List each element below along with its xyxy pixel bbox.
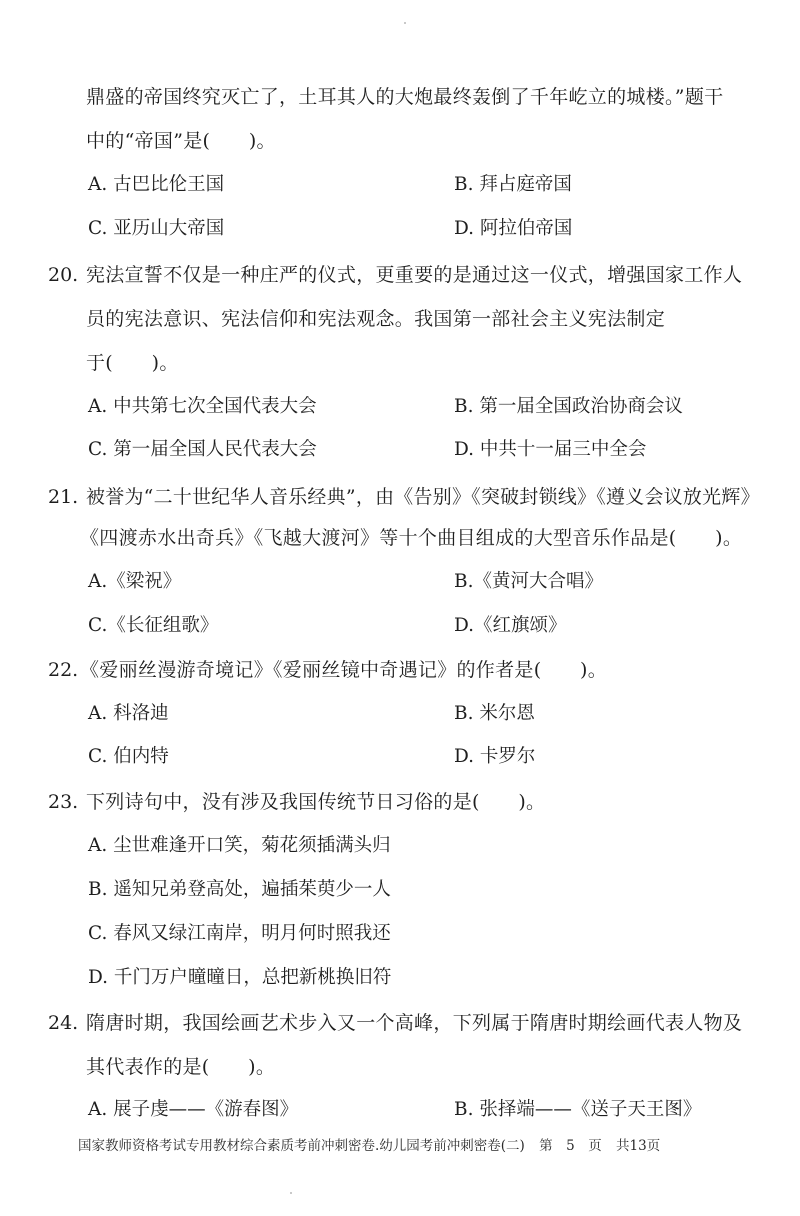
q23-option-d: D. 千门万户曈曈日，总把新桃换旧符 — [88, 967, 392, 988]
q21-number: 21. — [48, 486, 79, 508]
q20-line-1: 宪法宣誓不仅是一种庄严的仪式，更重要的是通过这一仪式，增强国家工作人 — [86, 264, 743, 286]
footer-title: 国家教师资格考试专用教材综合素质考前冲刺密卷.幼儿园考前冲刺密卷(二) — [78, 1138, 525, 1154]
page-footer — [78, 1136, 670, 1156]
q19-line-2: 中的“帝国”是( )。 — [86, 130, 276, 152]
q19-option-d: D. 阿拉伯帝国 — [454, 218, 573, 239]
q23-option-c: C. 春风又绿江南岸，明月何时照我还 — [88, 923, 391, 944]
q19-option-a: A. 古巴比伦王国 — [88, 174, 225, 195]
q21-option-b: B.《黄河大合唱》 — [454, 571, 603, 592]
q21-option-d: D.《红旗颂》 — [454, 615, 567, 636]
scan-speck — [290, 1192, 292, 1194]
q24-number: 24. — [48, 1012, 79, 1034]
q20-option-a: A. 中共第七次全国代表大会 — [88, 396, 317, 417]
q23-option-a: A. 尘世难逢开口笑，菊花须插满头归 — [88, 835, 391, 856]
q20-line-3: 于( )。 — [86, 352, 179, 374]
q24-line-1: 隋唐时期，我国绘画艺术步入又一个高峰，下列属于隋唐时期绘画代表人物及 — [86, 1012, 743, 1034]
q23-option-b: B. 遥知兄弟登高处，遍插茱萸少一人 — [88, 879, 391, 900]
q22-number: 22. — [48, 659, 79, 681]
q21-line-2: 《四渡赤水出奇兵》《飞越大渡河》等十个曲目组成的大型音乐作品是( )。 — [80, 527, 743, 549]
q22-option-d: D. 卡罗尔 — [454, 746, 536, 767]
q22-line-1: 《爱丽丝漫游奇境记》《爱丽丝镜中奇遇记》的作者是( )。 — [80, 659, 608, 681]
q20-number: 20. — [48, 264, 79, 286]
q23-number: 23. — [48, 791, 79, 813]
q20-option-b: B. 第一届全国政治协商会议 — [454, 396, 683, 417]
q20-line-2: 员的宪法意识、宪法信仰和宪法观念。我国第一部社会主义宪法制定 — [86, 308, 666, 330]
q19-option-b: B. 拜占庭帝国 — [454, 174, 572, 195]
q20-option-d: D. 中共十一届三中全会 — [454, 439, 647, 460]
q22-option-c: C. 伯内特 — [88, 746, 169, 767]
q24-line-2: 其代表作的是( )。 — [86, 1056, 276, 1078]
footer-page-total: 共13页 — [616, 1138, 661, 1154]
q24-option-b: B. 张择端——《送子天王图》 — [454, 1099, 702, 1120]
q21-line-1: 被誉为“二十世纪华人音乐经典”，由《告别》《突破封锁线》《遵义会议放光辉》 — [86, 486, 760, 508]
q21-option-a: A.《梁祝》 — [88, 571, 182, 592]
scan-speck — [404, 22, 406, 24]
q19-line-1: 鼎盛的帝国终究灭亡了，土耳其人的大炮最终轰倒了千年屹立的城楼。”题干 — [86, 86, 724, 108]
q24-option-a: A. 展子虔——《游春图》 — [88, 1099, 299, 1120]
q20-option-c: C. 第一届全国人民代表大会 — [88, 439, 317, 460]
q21-option-c: C.《长征组歌》 — [88, 615, 219, 636]
q19-option-c: C. 亚历山大帝国 — [88, 218, 225, 239]
q23-line-1: 下列诗句中，没有涉及我国传统节日习俗的是( )。 — [86, 791, 546, 813]
q22-option-a: A. 科洛迪 — [88, 703, 169, 724]
q22-option-b: B. 米尔恩 — [454, 703, 535, 724]
footer-page-number: 第 5 页 — [539, 1138, 602, 1154]
